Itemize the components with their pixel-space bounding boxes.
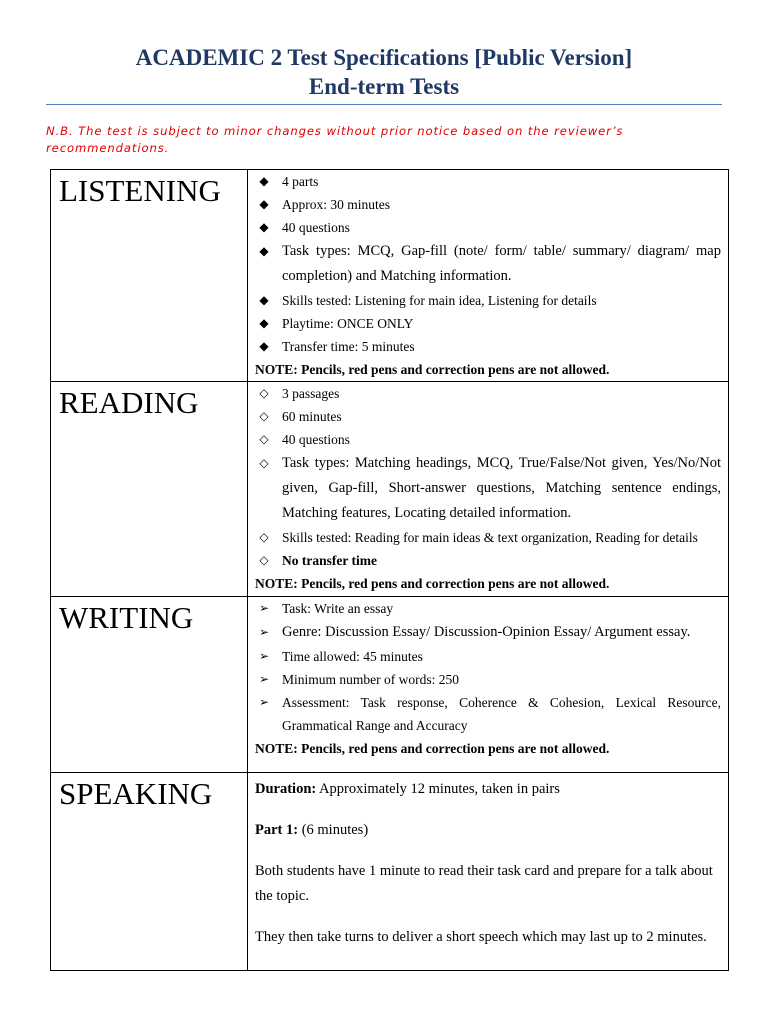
list-item: ◇ 40 questions — [255, 428, 721, 451]
black-diamond-icon: ◆ — [259, 293, 269, 307]
list-item: ➢ Time allowed: 45 minutes — [255, 645, 721, 668]
writing-details — [248, 597, 729, 773]
list-item: ◆ 40 questions — [255, 216, 721, 239]
speaking-paragraph-2: They then take turns to deliver a short speech which may last up to 2 minutes. — [255, 929, 707, 945]
speaking-row — [51, 773, 729, 971]
listening-heading: LISTENING — [51, 170, 248, 382]
list-item: ➢ Genre: Discussion Essay/ Discussion-Opinion Essay/ Argument essay. — [255, 620, 721, 645]
writing-note: NOTE: Pencils, red pens and correction pens are not allowed. — [255, 741, 610, 756]
list-item: ◇ 3 passages — [255, 382, 721, 405]
list-item: ➢ Task: Write an essay — [255, 597, 721, 620]
speaking-paragraph-1: Both students have 1 minute to read their task card and prepare for a talk about the topic. — [255, 863, 713, 904]
black-diamond-icon: ◆ — [259, 244, 269, 258]
speaking-details — [248, 773, 729, 971]
list-item: ◇ Task types: Matching headings, MCQ, True/False/Not given, Yes/No/Not given, Gap-fill, Short-answer questions, Matching sentence endings, Matching features, Locating detailed information. — [255, 451, 721, 526]
reading-heading: READING — [51, 382, 248, 597]
speaking-part1 — [255, 814, 721, 843]
change-notice: N.B. The test is subject to minor changes without prior notice based on the reviewer’s recommendations. — [46, 124, 624, 155]
list-item: ◆ Skills tested: Listening for main idea, Listening for details — [255, 289, 721, 312]
reading-note: NOTE: Pencils, red pens and correction pens are not allowed. — [255, 576, 610, 591]
arrowhead-icon: ➢ — [258, 672, 270, 686]
white-diamond-icon: ◇ — [259, 409, 269, 423]
black-diamond-icon: ◆ — [259, 220, 269, 234]
reading-list — [255, 382, 721, 572]
white-diamond-icon: ◇ — [259, 432, 269, 446]
reading-row — [51, 382, 729, 597]
list-item: ◆ Transfer time: 5 minutes — [255, 335, 721, 358]
list-item: ◇ Skills tested: Reading for main ideas & text organization, Reading for details — [255, 526, 721, 549]
listening-note: NOTE: Pencils, red pens and correction pens are not allowed. — [255, 362, 610, 377]
spec-table — [50, 169, 729, 971]
title-line-1: ACADEMIC 2 Test Specifications [Public Version] — [135, 45, 633, 70]
arrowhead-icon: ➢ — [258, 625, 270, 639]
arrowhead-icon: ➢ — [258, 649, 270, 663]
writing-row — [51, 597, 729, 773]
list-item: ➢ Assessment: Task response, Coherence & Cohesion, Lexical Resource, Grammatical Range and Accuracy — [255, 691, 721, 737]
black-diamond-icon: ◆ — [259, 174, 269, 188]
list-item: ◆ 4 parts — [255, 170, 721, 193]
white-diamond-icon: ◇ — [259, 386, 269, 400]
document-title — [0, 43, 768, 101]
white-diamond-icon: ◇ — [259, 553, 269, 567]
listening-list — [255, 170, 721, 358]
black-diamond-icon: ◆ — [259, 339, 269, 353]
title-divider — [46, 104, 722, 105]
list-item: ◆ Playtime: ONCE ONLY — [255, 312, 721, 335]
arrowhead-icon: ➢ — [258, 601, 270, 615]
reading-details — [248, 382, 729, 597]
duration-text: Approximately 12 minutes, taken in pairs — [316, 781, 560, 797]
title-line-2: End-term Tests — [308, 74, 460, 99]
black-diamond-icon: ◆ — [259, 197, 269, 211]
list-item: ➢ Minimum number of words: 250 — [255, 668, 721, 691]
list-item: ◆ Task types: MCQ, Gap-fill (note/ form/ table/ summary/ diagram/ map completion) and Matching information. — [255, 239, 721, 289]
arrowhead-icon: ➢ — [258, 695, 270, 709]
list-item: ◇ No transfer time — [255, 549, 721, 572]
white-diamond-icon: ◇ — [259, 456, 269, 470]
black-diamond-icon: ◆ — [259, 316, 269, 330]
listening-details — [248, 170, 729, 382]
speaking-heading: SPEAKING — [51, 773, 248, 971]
speaking-duration — [255, 773, 721, 802]
writing-list — [255, 597, 721, 737]
writing-heading: WRITING — [51, 597, 248, 773]
white-diamond-icon: ◇ — [259, 530, 269, 544]
duration-label: Duration: — [255, 781, 317, 797]
listening-row — [51, 170, 729, 382]
part1-text: (6 minutes) — [298, 822, 369, 838]
list-item: ◇ 60 minutes — [255, 405, 721, 428]
list-item: ◆ Approx: 30 minutes — [255, 193, 721, 216]
part1-label: Part 1: — [255, 822, 299, 838]
